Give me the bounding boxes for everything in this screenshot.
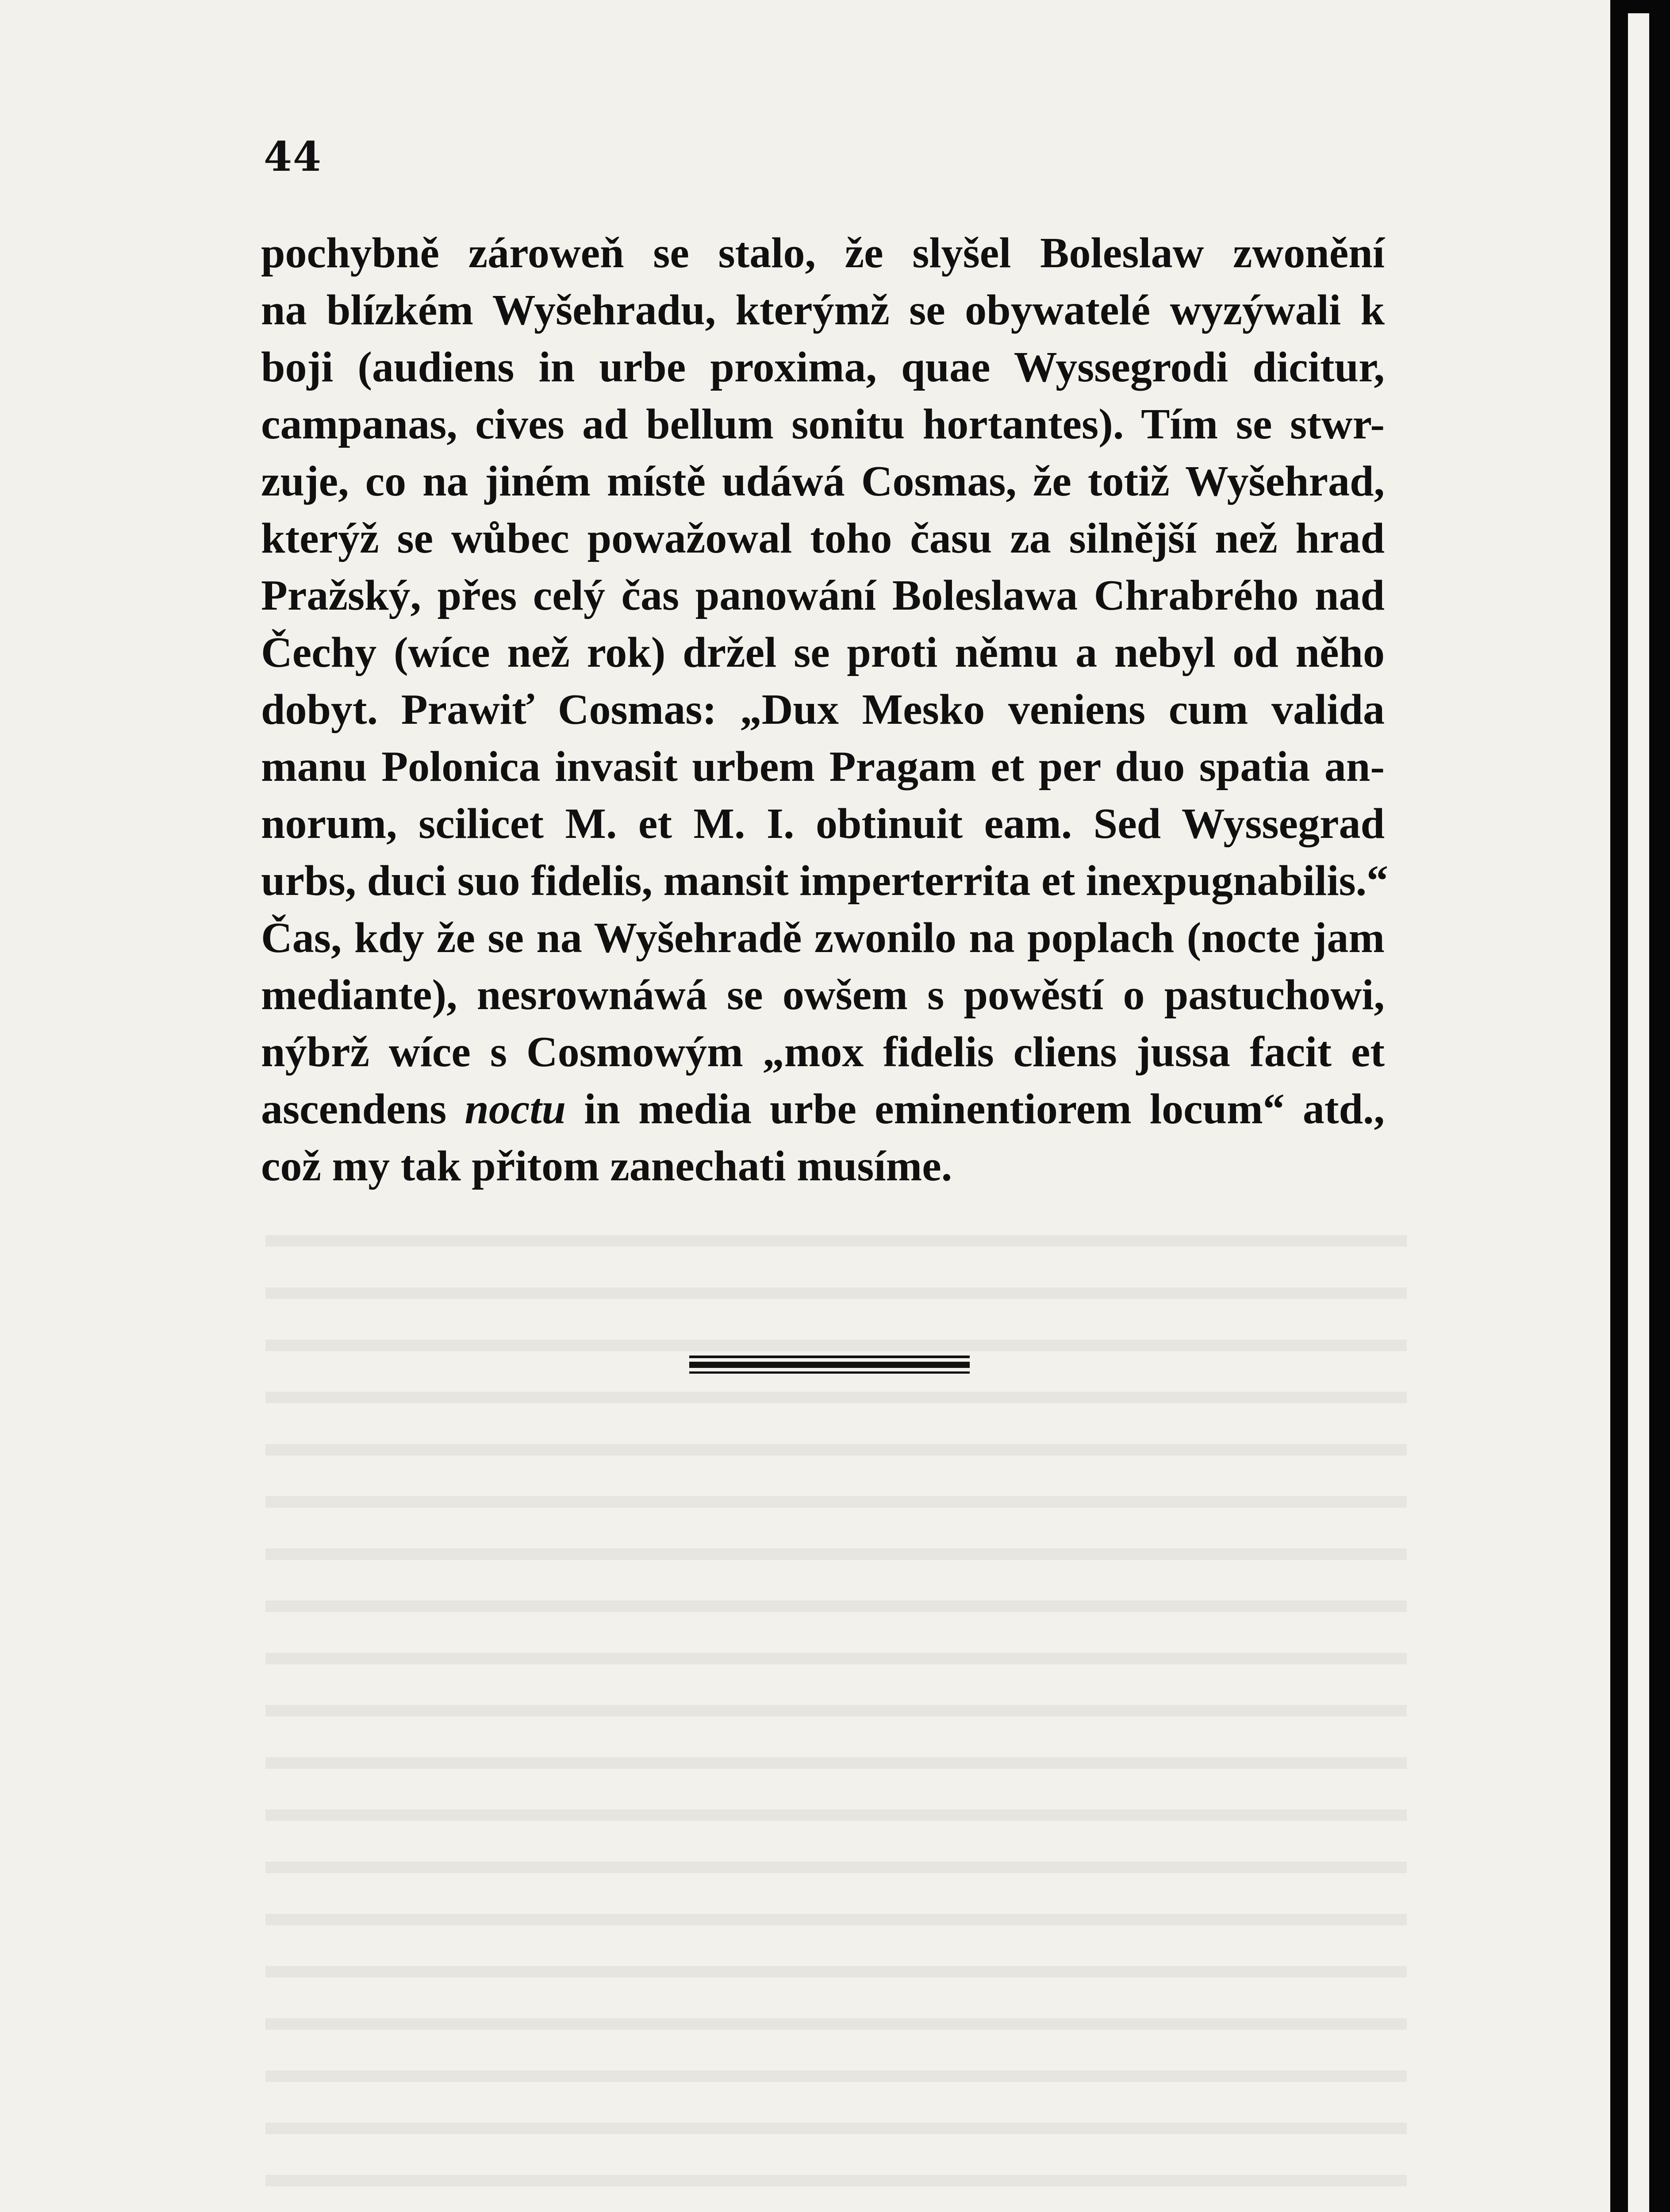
text-segment: ascendens [261, 1085, 465, 1133]
body-paragraph [261, 225, 1389, 1195]
italic-word: noctu [465, 1085, 566, 1133]
text-line: Pražský, přes celý čas panowání Boleslawa Chrabrého nad [261, 572, 1385, 619]
text-line: zuje, co na jiném místě udáwá Cosmas, že totiž Wyšehrad, [261, 457, 1385, 505]
text-line: urbs, duci suo fidelis, mansit imperterrita et inexpugnabilis.“ [261, 857, 1389, 905]
ornamental-rule-top [689, 1356, 970, 1358]
text-line-last: což my tak přitom zanechati musíme. [261, 1142, 952, 1190]
text-line: nýbrž wíce s Cosmowým „mox fidelis cliens jussa facit et [261, 1028, 1385, 1076]
text-line-with-italic [261, 1081, 1385, 1138]
page-number: 44 [264, 133, 322, 180]
ornamental-rule-bottom [689, 1371, 970, 1374]
text-line: manu Polonica invasit urbem Pragam et per duo spatia an- [261, 743, 1385, 791]
next-page-edge [1628, 13, 1649, 2212]
text-line: dobyt. Prawiť Cosmas: „Dux Mesko veniens cum valida [261, 686, 1385, 733]
text-segment: in media urbe eminentiorem locum“ atd., [566, 1085, 1385, 1133]
ornamental-rule-middle [689, 1362, 970, 1368]
text-line: pochybně zároweň se stalo, že slyšel Boleslaw zwonění [261, 229, 1385, 277]
text-line: Čechy (wíce než rok) držel se proti němu a nebyl od něho [261, 629, 1385, 676]
text-line: Čas, kdy že se na Wyšehradě zwonilo na poplach (nocte jam [261, 914, 1385, 962]
text-line: boji (audiens in urbe proxima, quae Wyssegrodi dicitur, [261, 343, 1385, 391]
text-line: kterýž se wůbec powažowal toho času za silnější než hrad [261, 515, 1385, 562]
text-line: norum, scilicet M. et M. I. obtinuit eam. Sed Wyssegrad [261, 800, 1385, 848]
text-line: campanas, cives ad bellum sonitu hortantes). Tím se stwr- [261, 400, 1385, 448]
text-line: mediante), nesrownáwá se owšem s powěstí o pastuchowi, [261, 971, 1385, 1019]
text-line: na blízkém Wyšehradu, kterýmž se obywatelé wyzýwali k [261, 286, 1385, 334]
show-through-text [265, 1194, 1407, 2212]
